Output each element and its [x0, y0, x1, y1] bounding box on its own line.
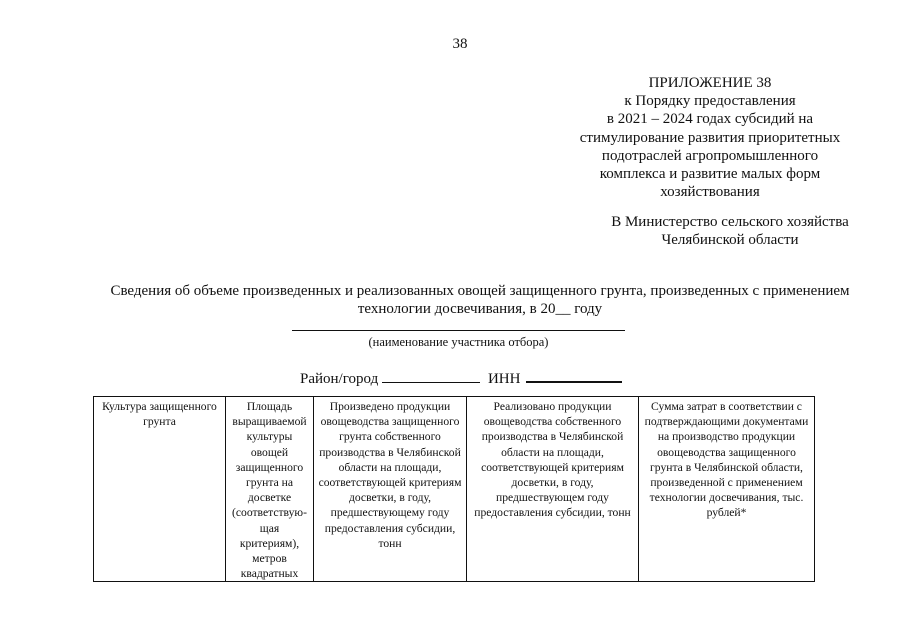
appendix-line: в 2021 – 2024 годах субсидий на	[606, 111, 814, 128]
column-header: Культура защищенного грунта	[94, 397, 226, 582]
appendix-block	[560, 74, 860, 201]
inn-label: ИНН	[487, 371, 521, 387]
title-line: технологии досвечивания, в 20__ году	[357, 301, 603, 317]
recipient-block	[590, 213, 870, 249]
title-line: Сведения об объеме произведенных и реализованных овощей защищенного грунта, произведенных с применением	[110, 283, 850, 299]
appendix-line: хозяйствования	[660, 184, 760, 201]
table-header-row	[94, 397, 815, 582]
appendix-line: комплекса и развитие малых форм	[599, 166, 821, 183]
column-header: Площадь выращиваемой культуры овощей защищенного грунта на досветке (соответствую-щая критериям), метров квадратных	[226, 397, 314, 582]
appendix-line: стимулирование развития приоритетных	[579, 129, 841, 146]
document-title	[100, 282, 860, 318]
inn-field[interactable]	[526, 367, 622, 383]
page-number: 38	[452, 36, 468, 52]
recipient-line: В Министерство сельского хозяйства	[611, 214, 849, 230]
recipient-line: Челябинской области	[661, 232, 799, 248]
column-header: Произведено продукции овощеводства защищенного грунта собственного производства в Челябинской области на площади, соответствующей критериям досветки, в году, предшествующему году предоставления субсидии, тонн	[314, 397, 467, 582]
district-label: Район/город	[300, 371, 379, 387]
participant-caption: (наименование участника отбора)	[368, 335, 549, 349]
district-field[interactable]	[382, 368, 480, 383]
column-header: Реализовано продукции овощеводства собственного производства в Челябинской области на площади, соответствующей критериям досветки, в году, предшествующем году предоставления субсидии, тонн	[467, 397, 639, 582]
column-header: Сумма затрат в соответствии с подтверждающими документами на производство продукции овощеводства защищенного грунта в Челябинской области, произведенной с применением технологии досвечивания, тыс. рублей*	[639, 397, 815, 582]
appendix-line: ПРИЛОЖЕНИЕ 38	[648, 75, 772, 91]
appendix-line: к Порядку предоставления	[624, 93, 796, 110]
appendix-line: подотраслей агропромышленного	[601, 147, 819, 164]
participant-name-field[interactable]	[292, 330, 625, 331]
district-row	[300, 367, 622, 388]
data-table	[93, 396, 815, 582]
